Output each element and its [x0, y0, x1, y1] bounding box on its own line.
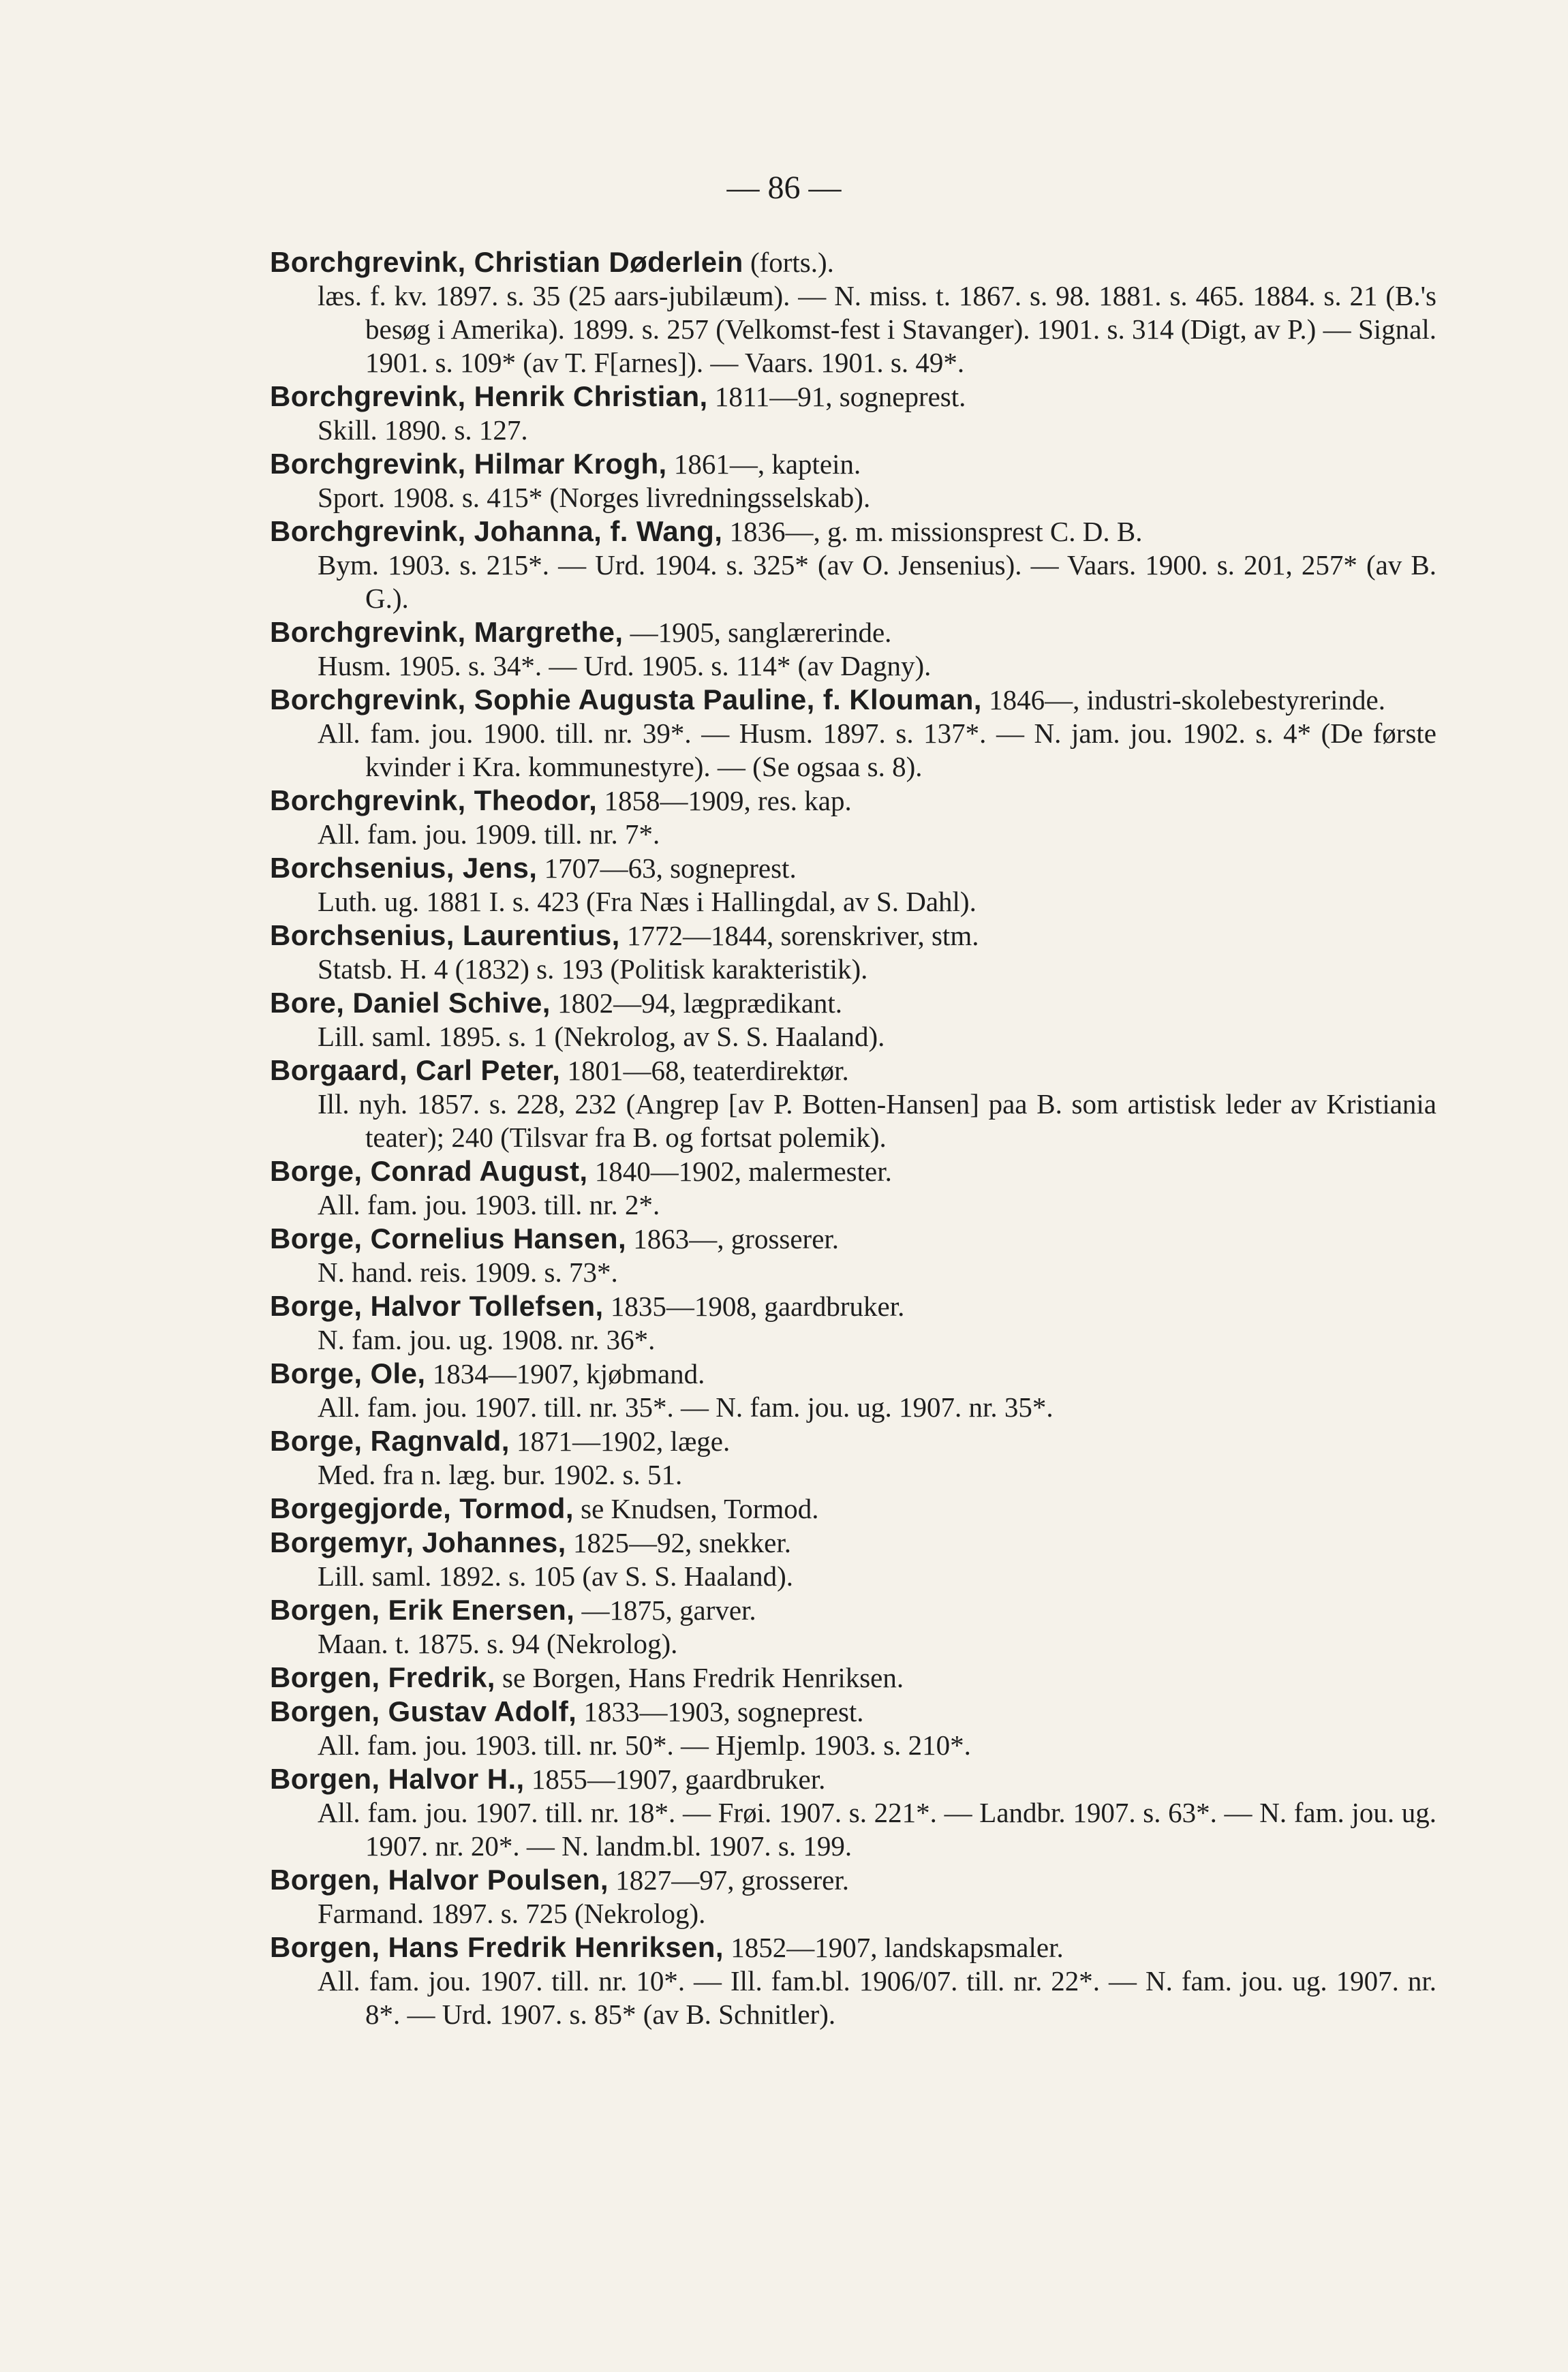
entry-references: Bym. 1903. s. 215*. — Urd. 1904. s. 325* (av O. Jensenius). — Vaars. 1900. s. 201, 257* (av B. G.). [318, 549, 1436, 614]
entry-heading [270, 1222, 1436, 1256]
entry-heading [270, 1053, 1436, 1088]
entry-name: Borchgrevink, Henrik Christian, [270, 380, 708, 412]
entry-references: All. fam. jou. 1903. till. nr. 2*. [318, 1189, 660, 1220]
index-entry [270, 1593, 1436, 1661]
entry-name: Borchgrevink, Christian Døderlein [270, 246, 743, 278]
entry-references: Med. fra n. læg. bur. 1902. s. 51. [318, 1459, 683, 1490]
entry-references: All. fam. jou. 1907. till. nr. 18*. — Frøi. 1907. s. 221*. — Landbr. 1907. s. 63*. — N. fam. jou. ug. 1907. nr. 20*. — N. landm.bl. 1907. s. 199. [318, 1797, 1436, 1862]
entry-heading [270, 1154, 1436, 1188]
entry-references: Lill. saml. 1892. s. 105 (av S. S. Haaland). [318, 1560, 794, 1592]
entry-heading [270, 1492, 1436, 1526]
entry-name: Borgegjorde, Tormod, [270, 1492, 574, 1524]
index-entries [270, 245, 1436, 2031]
index-entry [270, 683, 1436, 784]
entry-references: All. fam. jou. 1900. till. nr. 39*. — Husm. 1897. s. 137*. — N. jam. jou. 1902. s. 4* (De første kvinder i Kra. kommunestyre). — (Se ogsaa s. 8). [318, 718, 1436, 782]
entry-heading [270, 380, 1436, 414]
entry-heading [270, 245, 1436, 279]
entry-references: læs. f. kv. 1897. s. 35 (25 aars-jubilæum). — N. miss. t. 1867. s. 98. 1881. s. 465. 1884. s. 21 (B.'s besøg i Amerika). 1899. s. 257 (Velkomst-fest i Stavanger). 1901. s. 314 (Digt, av P.) — Signal. 1901. s. 109* (av T. F[arnes]). — Vaars. 1901. s. 49*. [318, 280, 1436, 378]
entry-heading [270, 1593, 1436, 1627]
entry-name: Borgen, Fredrik, [270, 1661, 495, 1693]
entry-heading [270, 1526, 1436, 1560]
index-entry [270, 1154, 1436, 1222]
index-entry [270, 1222, 1436, 1289]
entry-description: se Borgen, Hans Fredrik Henriksen. [495, 1662, 904, 1693]
index-entry [270, 784, 1436, 851]
index-entry [270, 615, 1436, 683]
index-entry [270, 1492, 1436, 1526]
entry-heading [270, 851, 1436, 885]
entry-name: Borchgrevink, Johanna, f. Wang, [270, 515, 723, 547]
entry-references: Lill. saml. 1895. s. 1 (Nekrolog, av S. S. Haaland). [318, 1021, 885, 1052]
entry-name: Borge, Ole, [270, 1357, 426, 1389]
entry-description: 1827—97, grosserer. [608, 1864, 849, 1896]
entry-name: Borchgrevink, Sophie Augusta Pauline, f. Klouman, [270, 683, 982, 715]
entry-heading [270, 1661, 1436, 1695]
entry-description: se Knudsen, Tormod. [573, 1493, 819, 1524]
entry-name: Borgen, Halvor Poulsen, [270, 1864, 609, 1896]
entry-description: 1852—1907, landskapsmaler. [723, 1932, 1064, 1963]
index-entry [270, 380, 1436, 447]
entry-name: Borge, Ragnvald, [270, 1425, 510, 1457]
entry-references: Luth. ug. 1881 I. s. 423 (Fra Næs i Hallingdal, av S. Dahl). [318, 886, 977, 917]
index-entry [270, 1289, 1436, 1357]
entry-references: N. fam. jou. ug. 1908. nr. 36*. [318, 1324, 656, 1355]
entry-heading [270, 447, 1436, 481]
index-entry [270, 1762, 1436, 1863]
entry-description: 1707—63, sogneprest. [537, 852, 797, 884]
index-entry [270, 986, 1436, 1053]
index-entry [270, 1930, 1436, 2031]
entry-references: Statsb. H. 4 (1832) s. 193 (Politisk karakteristik). [318, 953, 868, 985]
entry-name: Borgen, Halvor H., [270, 1763, 525, 1795]
entry-description: —1905, sanglærerinde. [623, 617, 892, 648]
entry-heading [270, 1930, 1436, 1965]
entry-description: 1825—92, snekker. [566, 1527, 791, 1558]
entry-references: Husm. 1905. s. 34*. — Urd. 1905. s. 114* (av Dagny). [318, 650, 932, 681]
entry-heading [270, 919, 1436, 953]
entry-name: Borgen, Hans Fredrik Henriksen, [270, 1931, 724, 1963]
index-entry [270, 1357, 1436, 1424]
entry-description: 1772—1844, sorenskriver, stm. [619, 920, 979, 951]
index-entry [270, 851, 1436, 919]
index-entry [270, 514, 1436, 615]
entry-heading [270, 1424, 1436, 1458]
entry-heading [270, 615, 1436, 649]
entry-heading [270, 683, 1436, 717]
entry-references: Skill. 1890. s. 127. [318, 414, 528, 446]
entry-references: All. fam. jou. 1907. till. nr. 10*. — Ill. fam.bl. 1906/07. till. nr. 22*. — N. fam. jou. ug. 1907. nr. 8*. — Urd. 1907. s. 85* (av B. Schnitler). [318, 1965, 1436, 2030]
entry-name: Borgen, Erik Enersen, [270, 1594, 575, 1626]
entry-name: Borchsenius, Jens, [270, 852, 538, 884]
entry-name: Borgen, Gustav Adolf, [270, 1695, 577, 1727]
index-entry [270, 1695, 1436, 1762]
entry-description: 1802—94, lægprædikant. [550, 987, 843, 1019]
entry-name: Bore, Daniel Schive, [270, 987, 551, 1019]
entry-description: 1840—1902, malermester. [587, 1156, 892, 1187]
entry-name: Borge, Cornelius Hansen, [270, 1222, 627, 1254]
entry-references: N. hand. reis. 1909. s. 73*. [318, 1257, 618, 1288]
entry-name: Borchsenius, Laurentius, [270, 919, 620, 951]
entry-references: All. fam. jou. 1903. till. nr. 50*. — Hjemlp. 1903. s. 210*. [318, 1729, 971, 1761]
entry-heading [270, 784, 1436, 818]
index-entry [270, 1661, 1436, 1695]
entry-description: 1833—1903, sogneprest. [577, 1696, 864, 1727]
entry-references: Farmand. 1897. s. 725 (Nekrolog). [318, 1898, 706, 1929]
entry-heading [270, 986, 1436, 1020]
entry-name: Borchgrevink, Margrethe, [270, 616, 624, 648]
entry-references: All. fam. jou. 1907. till. nr. 35*. — N. fam. jou. ug. 1907. nr. 35*. [318, 1391, 1054, 1423]
entry-heading [270, 1695, 1436, 1729]
entry-description: 1863—, grosserer. [626, 1223, 840, 1254]
index-entry [270, 1863, 1436, 1930]
entry-references: All. fam. jou. 1909. till. nr. 7*. [318, 818, 660, 850]
index-entry [270, 1526, 1436, 1593]
entry-description: 1846—, industri-skolebestyrerinde. [981, 684, 1385, 715]
entry-name: Borge, Halvor Tollefsen, [270, 1290, 604, 1322]
entry-heading [270, 1357, 1436, 1391]
entry-description: 1855—1907, gaardbruker. [524, 1763, 826, 1795]
entry-description: 1811—91, sogneprest. [707, 381, 966, 412]
entry-heading [270, 1289, 1436, 1323]
entry-references: Sport. 1908. s. 415* (Norges livredningsselskab). [318, 482, 871, 513]
entry-name: Borgaard, Carl Peter, [270, 1054, 561, 1086]
entry-description: —1875, garver. [574, 1595, 756, 1626]
entry-description: 1861—, kaptein. [666, 448, 861, 480]
entry-references: Maan. t. 1875. s. 94 (Nekrolog). [318, 1628, 678, 1659]
index-entry [270, 245, 1436, 380]
entry-description: (forts.). [743, 247, 834, 278]
entry-heading [270, 1762, 1436, 1796]
entry-description: 1835—1908, gaardbruker. [603, 1291, 905, 1322]
entry-name: Borchgrevink, Theodor, [270, 784, 598, 816]
index-entry [270, 1424, 1436, 1492]
page-number: — 86 — [726, 170, 842, 206]
index-entry [270, 1053, 1436, 1154]
index-entry [270, 447, 1436, 514]
entry-heading [270, 514, 1436, 549]
entry-name: Borgemyr, Johannes, [270, 1526, 566, 1558]
index-entry [270, 919, 1436, 986]
entry-description: 1836—, g. m. missionsprest C. D. B. [722, 516, 1143, 547]
entry-description: 1858—1909, res. kap. [597, 785, 852, 816]
entry-name: Borchgrevink, Hilmar Krogh, [270, 448, 667, 480]
entry-description: 1871—1902, læge. [509, 1426, 731, 1457]
entry-name: Borge, Conrad August, [270, 1155, 588, 1187]
entry-description: 1801—68, teaterdirektør. [560, 1055, 849, 1086]
entry-heading [270, 1863, 1436, 1897]
entry-description: 1834—1907, kjøbmand. [425, 1358, 705, 1389]
entry-references: Ill. nyh. 1857. s. 228, 232 (Angrep [av P. Botten-Hansen] paa B. som artistisk leder av Kristiania teater); 240 (Tilsvar fra B. og fortsat polemik). [318, 1088, 1436, 1153]
